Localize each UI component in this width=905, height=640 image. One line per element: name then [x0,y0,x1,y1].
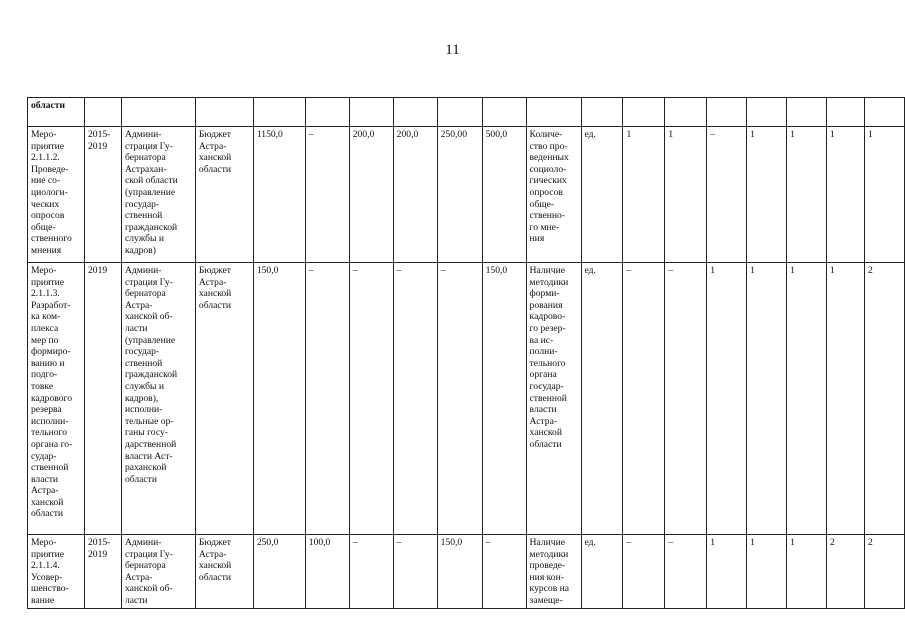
cell-executor: Админи- страция Гу- бернатора Астрахан- ской области (управление государ- ственной гражданской службы и кадров) [121,127,195,263]
table-row-continuation [28,98,905,127]
cell-2016: – [349,263,393,535]
cell-value: 1 [707,535,747,609]
cell-unit: ед. [581,535,623,609]
cell-empty [195,98,253,127]
cell-empty [787,98,827,127]
cell-executor: Админи- страция Гу- бернатора Астра- ханской об- ласти [121,535,195,609]
cell-2015: 100,0 [305,535,349,609]
cell-empty [349,98,393,127]
cell-value: – [665,263,707,535]
cell-empty [437,98,482,127]
table-row [28,263,905,535]
cell-2019: – [482,535,526,609]
cell-value: 1 [787,535,827,609]
cell-empty [482,98,526,127]
cell-value: 1 [665,127,707,263]
cell-funding-source: Бюджет Астра- ханской области [195,127,253,263]
cell-total: 1150,0 [253,127,305,263]
cell-period: 2015- 2019 [84,127,121,263]
cell-unit: ед. [581,263,623,535]
cell-2016: 200,0 [349,127,393,263]
cell-value: 2 [864,535,904,609]
cell-empty [84,98,121,127]
cell-name: области [28,98,85,127]
cell-value: – [623,263,665,535]
cell-empty [526,98,581,127]
cell-empty [393,98,437,127]
cell-2017: – [393,535,437,609]
cell-indicator: Наличие методики проведе- ния кон- курсов на замеще- [526,535,581,609]
table-row [28,127,905,263]
cell-value: 2 [864,263,904,535]
cell-2015: – [305,263,349,535]
cell-measure-name: Меро- приятие 2.1.1.3. Разработ- ка ком- плекса мер по формиро- ванию и подго- товке кадрового резерва исполни- тельного органа го- судар- ственной власти Астра- ханской области [28,263,85,535]
cell-indicator: Наличие методики форми- рования кадрово- го резер- ва ис- полни- тельного органа государ- ственной власти Астра- ханской области [526,263,581,535]
cell-funding-source: Бюджет Астра- ханской области [195,535,253,609]
cell-empty [864,98,904,127]
cell-measure-name: Меро- приятие 2.1.1.4. Усовер- шенство- вание [28,535,85,609]
cell-value: 1 [864,127,904,263]
cell-2015: – [305,127,349,263]
table-row [28,535,905,609]
cell-indicator: Количе- ство про- веденных социоло- гических опросов обще- ственно- го мне- ния [526,127,581,263]
cell-empty [581,98,623,127]
cell-value: 1 [787,263,827,535]
cell-empty [747,98,787,127]
cell-2016: – [349,535,393,609]
cell-value: 1 [623,127,665,263]
cell-empty [305,98,349,127]
cell-value: 1 [827,263,865,535]
cell-measure-name: Меро- приятие 2.1.1.2. Проведе- ние со- циологи- ческих опросов обще- ственного мнения [28,127,85,263]
cell-value: 1 [747,263,787,535]
program-table [27,97,905,609]
cell-2017: 200,0 [393,127,437,263]
cell-period: 2019 [84,263,121,535]
cell-2019: 150,0 [482,263,526,535]
cell-empty [121,98,195,127]
cell-empty [253,98,305,127]
cell-empty [623,98,665,127]
cell-2018: – [437,263,482,535]
cell-empty [707,98,747,127]
cell-unit: ед. [581,127,623,263]
cell-period: 2015- 2019 [84,535,121,609]
cell-value: 1 [827,127,865,263]
cell-empty [665,98,707,127]
cell-value: – [623,535,665,609]
cell-2018: 250,00 [437,127,482,263]
cell-value: 1 [747,127,787,263]
cell-funding-source: Бюджет Астра- ханской области [195,263,253,535]
cell-2017: – [393,263,437,535]
cell-value: 2 [827,535,865,609]
cell-value: 1 [787,127,827,263]
cell-empty [827,98,865,127]
cell-value: – [665,535,707,609]
page-number: 11 [445,42,460,58]
cell-value: 1 [707,263,747,535]
cell-total: 150,0 [253,263,305,535]
cell-value: – [707,127,747,263]
cell-total: 250,0 [253,535,305,609]
cell-2019: 500,0 [482,127,526,263]
cell-value: 1 [747,535,787,609]
cell-2018: 150,0 [437,535,482,609]
cell-executor: Админи- страция Гу- бернатора Астра- ханской об- ласти (управление государ- ственной гражданской службы и кадров), исполни- тельные ор- ганы госу- дарственной власти Аст- раханской области [121,263,195,535]
